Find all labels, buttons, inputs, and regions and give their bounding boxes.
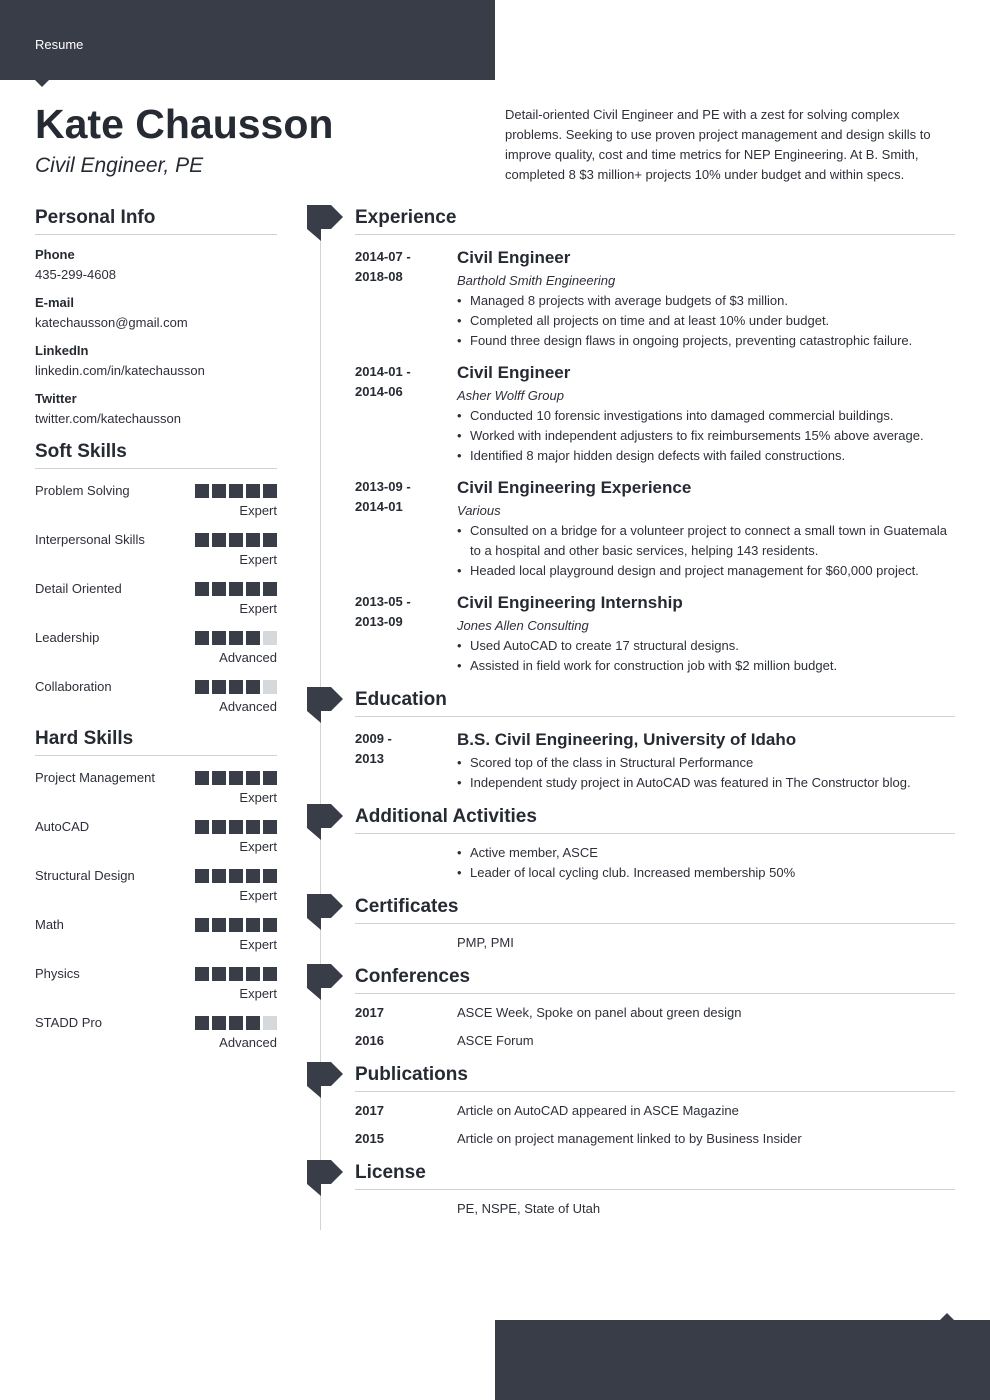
experience-date	[355, 247, 445, 287]
experience-date	[355, 477, 445, 517]
rating-square-filled	[246, 967, 260, 981]
experience-company: Jones Allen Consulting	[457, 618, 589, 633]
header-notch	[35, 80, 49, 87]
publication-text: Article on project management linked to by Business Insider	[457, 1131, 802, 1146]
rating-square-filled	[212, 771, 226, 785]
skill-rating	[195, 771, 277, 785]
rating-square-filled	[229, 967, 243, 981]
section-marker-icon	[307, 894, 344, 930]
skill-level: Expert	[239, 601, 277, 616]
skill-rating	[195, 1016, 277, 1030]
experience-bullets	[457, 406, 955, 466]
experience-role: Civil Engineer	[457, 363, 571, 382]
date-start: 2014-07 -	[355, 249, 411, 264]
bullet-item: • Active member, ASCE	[457, 843, 955, 863]
skill-level: Expert	[239, 937, 277, 952]
skill-level: Expert	[239, 888, 277, 903]
rating-square-filled	[212, 918, 226, 932]
rating-square-filled	[246, 1016, 260, 1030]
skill-rating	[195, 631, 277, 645]
rating-square-filled	[212, 533, 226, 547]
date-end: 2014-01	[355, 499, 403, 514]
section-marker-icon	[307, 1062, 344, 1098]
experience-bullets	[457, 291, 955, 351]
conference-year: 2017	[355, 1005, 384, 1020]
rating-square-filled	[263, 484, 277, 498]
experience-company: Barthold Smith Engineering	[457, 273, 616, 288]
skill-rating	[195, 582, 277, 596]
document-label: Resume	[35, 37, 84, 52]
rating-square-filled	[212, 967, 226, 981]
rating-square-filled	[212, 1016, 226, 1030]
contact-list	[35, 235, 277, 438]
section-marker-icon	[307, 804, 344, 840]
experience-date	[355, 592, 445, 632]
experience-heading: Experience	[355, 207, 955, 235]
rating-square-filled	[195, 820, 209, 834]
rating-square-filled	[195, 582, 209, 596]
skill-name: Leadership	[35, 630, 100, 645]
skill-level: Advanced	[219, 1035, 277, 1050]
bullet-item: • Identified 8 major hidden design defects with failed constructions.	[457, 446, 955, 466]
conference-text: ASCE Week, Spoke on panel about green design	[457, 1005, 742, 1020]
contact-label: E-mail	[35, 295, 75, 310]
activities-heading: Additional Activities	[355, 806, 955, 834]
conferences-heading: Conferences	[355, 966, 955, 994]
rating-square-filled	[246, 631, 260, 645]
soft-skills-heading: Soft Skills	[35, 441, 277, 469]
rating-square-filled	[263, 918, 277, 932]
date-end: 2013	[355, 751, 384, 766]
rating-square-filled	[212, 582, 226, 596]
education-degree: B.S. Civil Engineering, University of Idaho	[457, 730, 797, 749]
summary-text: Detail-oriented Civil Engineer and PE with a zest for solving complex problems. Seeking to use proven project management and design skills to improve quality, cost and time metrics for NEP Engineering. At B. Smith, completed 8 $3 million+ projects 10% under budget and within specs.	[505, 107, 931, 182]
experience-bullets	[457, 636, 955, 676]
bullet-item: • Used AutoCAD to create 17 structural designs.	[457, 636, 955, 656]
bullet-item: • Scored top of the class in Structural Performance	[457, 753, 955, 773]
skill-name: Physics	[35, 966, 80, 981]
rating-square-empty	[263, 1016, 277, 1030]
skill-row	[35, 1011, 277, 1060]
rating-square-filled	[246, 869, 260, 883]
rating-square-filled	[263, 869, 277, 883]
date-start: 2009 -	[355, 731, 392, 746]
soft-skill-list	[35, 469, 277, 724]
date-start: 2013-09 -	[355, 479, 411, 494]
experience-date	[355, 362, 445, 402]
date-end: 2014-06	[355, 384, 403, 399]
contact-label: LinkedIn	[35, 343, 89, 358]
date-end: 2013-09	[355, 614, 403, 629]
date-end: 2018-08	[355, 269, 403, 284]
personal-info-heading: Personal Info	[35, 207, 277, 235]
rating-square-filled	[263, 582, 277, 596]
soft-skills-section	[35, 441, 277, 724]
footer-bar	[495, 1320, 990, 1400]
conference-year: 2016	[355, 1033, 384, 1048]
rating-square-empty	[263, 631, 277, 645]
education-date	[355, 729, 445, 769]
skill-rating	[195, 918, 277, 932]
rating-square-filled	[195, 631, 209, 645]
rating-square-filled	[195, 771, 209, 785]
skill-rating	[195, 869, 277, 883]
bullet-item: • Conducted 10 forensic investigations into damaged commercial buildings.	[457, 406, 955, 426]
candidate-name: Kate Chausson	[35, 101, 334, 147]
skill-level: Expert	[239, 839, 277, 854]
date-start: 2013-05 -	[355, 594, 411, 609]
experience-company: Asher Wolff Group	[457, 388, 564, 403]
bullet-item: • Managed 8 projects with average budgets of $3 million.	[457, 291, 955, 311]
rating-square-filled	[195, 918, 209, 932]
bullet-item: • Worked with independent adjusters to fix reimbursements 15% above average.	[457, 426, 955, 446]
contact-label: Phone	[35, 247, 75, 262]
rating-square-filled	[195, 967, 209, 981]
rating-square-filled	[229, 869, 243, 883]
skill-name: Project Management	[35, 770, 155, 785]
rating-square-filled	[195, 484, 209, 498]
bullet-item: • Completed all projects on time and at least 10% under budget.	[457, 311, 955, 331]
bullet-item: • Headed local playground design and project management for $60,000 project.	[457, 561, 955, 581]
skill-name: Collaboration	[35, 679, 112, 694]
hard-skill-list	[35, 756, 277, 1060]
skill-row	[35, 626, 277, 675]
rating-square-filled	[229, 631, 243, 645]
certificates-text: PMP, PMI	[457, 935, 514, 950]
publications-heading: Publications	[355, 1064, 955, 1092]
skill-row	[35, 913, 277, 962]
rating-square-filled	[246, 582, 260, 596]
rating-square-empty	[263, 680, 277, 694]
contact-value: katechausson@gmail.com	[35, 315, 188, 330]
skill-rating	[195, 533, 277, 547]
rating-square-filled	[212, 869, 226, 883]
rating-square-filled	[212, 484, 226, 498]
contact-email	[35, 294, 277, 342]
publication-year: 2015	[355, 1131, 384, 1146]
contact-phone	[35, 246, 277, 294]
skill-row	[35, 962, 277, 1011]
skill-row	[35, 864, 277, 913]
contact-value: 435-299-4608	[35, 267, 116, 282]
publication-year: 2017	[355, 1103, 384, 1118]
rating-square-filled	[263, 820, 277, 834]
experience-bullets	[457, 521, 955, 581]
skill-name: Structural Design	[35, 868, 135, 883]
conference-text: ASCE Forum	[457, 1033, 534, 1048]
header-bar	[0, 0, 495, 80]
bullet-item: • Found three design flaws in ongoing projects, preventing catastrophic failure.	[457, 331, 955, 351]
rating-square-filled	[263, 771, 277, 785]
date-start: 2014-01 -	[355, 364, 411, 379]
skill-name: Detail Oriented	[35, 581, 122, 596]
activities-bullets	[457, 843, 955, 883]
contact-value: linkedin.com/in/katechausson	[35, 363, 205, 378]
bullet-item: • Leader of local cycling club. Increased membership 50%	[457, 863, 955, 883]
publication-text: Article on AutoCAD appeared in ASCE Magazine	[457, 1103, 739, 1118]
experience-company: Various	[457, 503, 501, 518]
experience-role: Civil Engineering Experience	[457, 478, 692, 497]
footer-notch	[940, 1313, 954, 1320]
rating-square-filled	[263, 533, 277, 547]
rating-square-filled	[229, 1016, 243, 1030]
skill-rating	[195, 820, 277, 834]
rating-square-filled	[229, 771, 243, 785]
rating-square-filled	[195, 680, 209, 694]
contact-label: Twitter	[35, 391, 77, 406]
section-marker-icon	[307, 1160, 344, 1196]
education-bullets	[457, 753, 955, 793]
rating-square-filled	[229, 533, 243, 547]
license-text: PE, NSPE, State of Utah	[457, 1201, 601, 1216]
rating-square-filled	[246, 820, 260, 834]
skill-level: Advanced	[219, 699, 277, 714]
rating-square-filled	[246, 484, 260, 498]
certificates-heading: Certificates	[355, 896, 955, 924]
rating-square-filled	[229, 484, 243, 498]
skill-rating	[195, 484, 277, 498]
contact-value: twitter.com/katechausson	[35, 411, 181, 426]
candidate-title: Civil Engineer, PE	[35, 154, 204, 177]
rating-square-filled	[212, 631, 226, 645]
rating-square-filled	[195, 533, 209, 547]
rating-square-filled	[263, 967, 277, 981]
rating-square-filled	[246, 533, 260, 547]
experience-role: Civil Engineer	[457, 248, 571, 267]
rating-square-filled	[229, 582, 243, 596]
section-marker-icon	[307, 687, 344, 723]
bullet-item: • Consulted on a bridge for a volunteer project to connect a small town in Guatemala to a hospital and other basic services, helping 143 residents.	[457, 521, 955, 561]
skill-name: Interpersonal Skills	[35, 532, 145, 547]
rating-square-filled	[229, 918, 243, 932]
skill-row	[35, 479, 277, 528]
skill-rating	[195, 967, 277, 981]
skill-row	[35, 815, 277, 864]
rating-square-filled	[246, 918, 260, 932]
skill-level: Expert	[239, 790, 277, 805]
license-heading: License	[355, 1162, 955, 1190]
skill-level: Advanced	[219, 650, 277, 665]
skill-level: Expert	[239, 986, 277, 1001]
sidebar	[35, 207, 277, 1060]
skill-name: Problem Solving	[35, 483, 130, 498]
rating-square-filled	[229, 820, 243, 834]
skill-name: STADD Pro	[35, 1015, 102, 1030]
rating-square-filled	[246, 771, 260, 785]
skill-row	[35, 766, 277, 815]
skill-row	[35, 675, 277, 724]
skill-rating	[195, 680, 277, 694]
bullet-item: • Assisted in field work for construction job with $2 million budget.	[457, 656, 955, 676]
rating-square-filled	[212, 680, 226, 694]
rating-square-filled	[229, 680, 243, 694]
skill-level: Expert	[239, 503, 277, 518]
section-marker-icon	[307, 205, 344, 241]
skill-row	[35, 577, 277, 626]
section-marker-icon	[307, 964, 344, 1000]
rating-square-filled	[246, 680, 260, 694]
skill-name: AutoCAD	[35, 819, 90, 834]
rating-square-filled	[212, 820, 226, 834]
skill-name: Math	[35, 917, 64, 932]
rating-square-filled	[195, 869, 209, 883]
skill-level: Expert	[239, 552, 277, 567]
experience-role: Civil Engineering Internship	[457, 593, 683, 612]
rating-square-filled	[195, 1016, 209, 1030]
skill-row	[35, 528, 277, 577]
contact-twitter	[35, 390, 277, 438]
hard-skills-heading: Hard Skills	[35, 728, 277, 756]
education-heading: Education	[355, 689, 955, 717]
contact-linkedin	[35, 342, 277, 390]
hard-skills-section	[35, 728, 277, 1060]
bullet-item: • Independent study project in AutoCAD was featured in The Constructor blog.	[457, 773, 955, 793]
